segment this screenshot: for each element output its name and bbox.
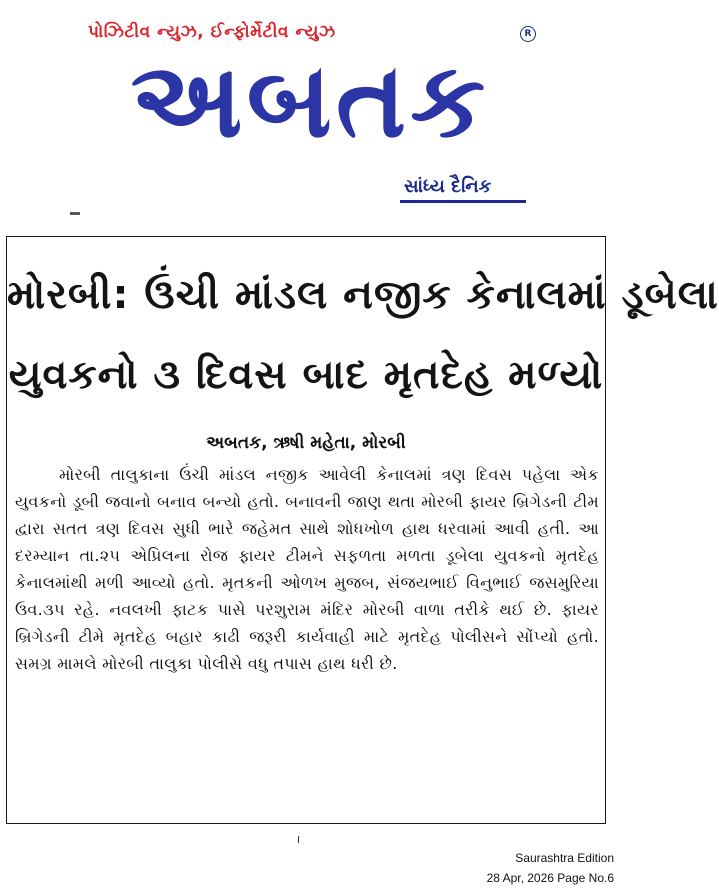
masthead (0, 0, 626, 220)
page-footer (487, 848, 614, 888)
print-mark (70, 212, 80, 215)
registered-trademark-icon: R (520, 26, 536, 42)
article-byline: અબતક, ઋષી મહેતા, મોરબી (206, 433, 406, 453)
footer-edition: Saurashtra Edition (515, 851, 614, 865)
footer-date-page: 28 Apr, 2026 Page No.6 (486, 871, 614, 885)
masthead-tagline: પોઝિટીવ ન્યુઝ, ઈન્ફોર્મેટીવ ન્યુઝ (88, 22, 336, 42)
headline-line-2: યુવકનો ૩ દિવસ બાદ મૃતદેહ મળ્યો (8, 352, 604, 398)
headline-line-1: મોરબી: ઉંચી માંડલ નજીક કેનાલમાં ડૂબેલા (7, 272, 719, 318)
article-body: મોરબી તાલુકાના ઉંચી માંડલ નજીક આવેલી કેનાલમાં ત્રણ દિવસ પહેલા એક યુવકનો ડૂબી જવાનો બનાવ બન્યો હતો. બનાવની જાણ થતા મોરબી ફાયર બ્રિગેડની ટીમ દ્વારા સતત ત્રણ દિવસ સુધી ભારે જહેમત સાથે શોધખોળ હાથ ધરવામાં આવી હતી. આ દરમ્યાન તા.૨૫ એપ્રિલના રોજ ફાયર ટીમને સફળતા મળતા ડૂબેલા યુવકનો મૃતદેહ કેનાલમાંથી મળી આવ્યો હતો. મૃતકની ઓળખ મુજબ, સંજયભાઈ વિનુભાઈ જસમુરિયા ઉવ.૩૫ રહે. નવલખી ફાટક પાસે પરશુરામ મંદિર મોરબી વાળા તરીકે થઈ છે. ફાયર બ્રિગેડની ટીમે મૃતદેહ બહાર કાઢી જરૂરી કાર્યવાહી માટે મૃતદેહ પોલીસને સોંપ્યો હતો. સમગ્ર મામલે મોરબી તાલુકા પોલીસે વધુ તપાસ હાથ ધરી છે. (15, 465, 599, 673)
news-article (6, 236, 719, 824)
edition-underline (400, 200, 526, 203)
page-tick-mark (298, 836, 299, 843)
newspaper-logo: અબતક (130, 39, 490, 161)
edition-label: સાંધ્ય દૈનિક (404, 176, 492, 197)
